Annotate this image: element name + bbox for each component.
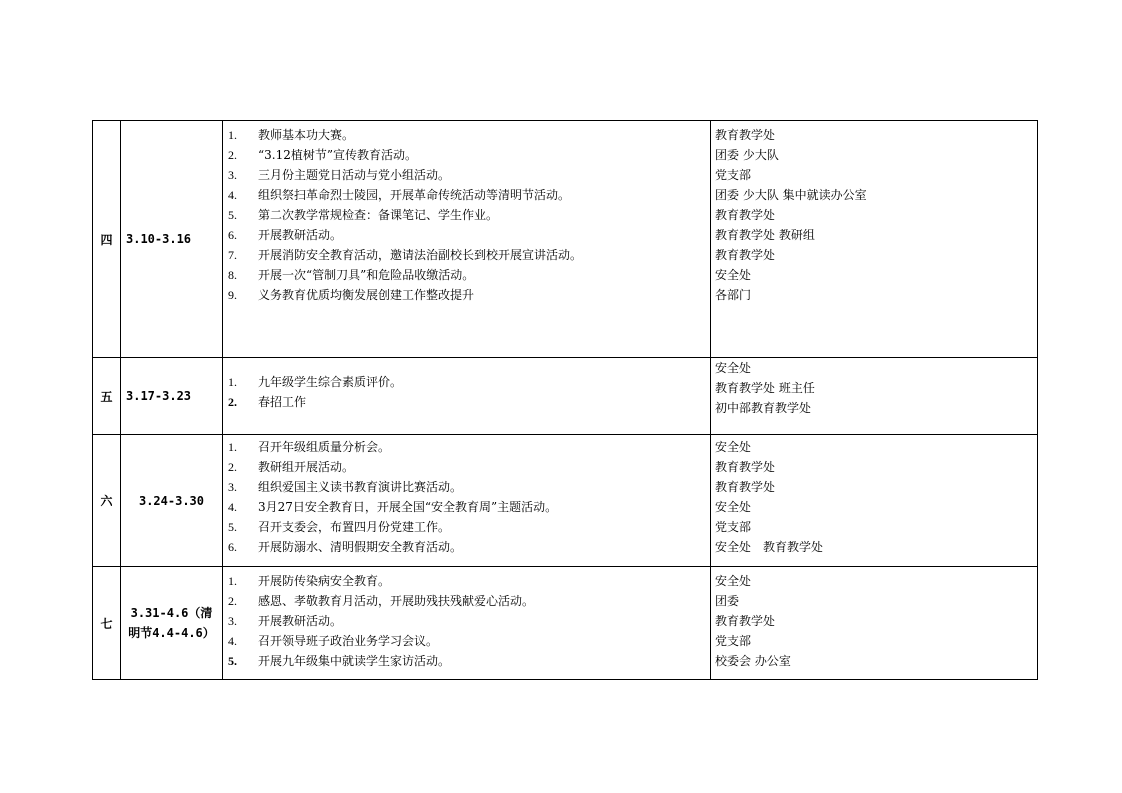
list-item (223, 571, 710, 591)
item-text: “3.12植树节”宣传教育活动。 (258, 148, 417, 162)
item-number: 5. (228, 520, 237, 534)
date-cell (121, 567, 223, 680)
owner-text: 安全处 (715, 268, 752, 282)
item-number: 2. (228, 395, 237, 409)
owner-text: 团委 (715, 594, 740, 608)
owner-text: 安全处 教育教学处 (715, 540, 824, 554)
item-number: 6. (228, 540, 237, 554)
schedule-table (92, 120, 1038, 680)
owner-text: 党支部 (715, 520, 752, 534)
list-item (223, 477, 710, 497)
list-item (223, 225, 710, 245)
owner-cell (711, 121, 1038, 358)
item-text: 召开领导班子政治业务学习会议。 (258, 634, 439, 648)
owner-text: 教育教学处 (715, 208, 776, 222)
list-item (223, 245, 710, 265)
item-number: 2. (228, 148, 237, 162)
owner-text: 安全处 (715, 500, 752, 514)
item-text: 春招工作 (258, 395, 307, 409)
list-item (223, 437, 710, 457)
date-cell: 3.24-3.30 (121, 435, 223, 567)
date-cell: 3.10-3.16 (121, 121, 223, 358)
item-number: 5. (228, 208, 237, 222)
week-cell: 七 (93, 567, 121, 680)
table-row (93, 358, 1038, 435)
item-text: 感恩、孝敬教育月活动，开展助残扶残献爱心活动。 (258, 594, 535, 608)
item-text: 召开年级组质量分析会。 (258, 440, 391, 454)
date-line: 3.31-4.6（清 (130, 606, 213, 620)
owner-text: 教育教学处 教研组 (715, 228, 815, 242)
owner-text: 教育教学处 (715, 460, 776, 474)
list-item (223, 517, 710, 537)
item-number: 1. (228, 128, 237, 142)
item-number: 3. (228, 480, 237, 494)
list-item (223, 205, 710, 225)
item-text: 开展九年级集中就读学生家访活动。 (258, 654, 451, 668)
item-number: 8. (228, 268, 237, 282)
list-item (223, 145, 710, 165)
item-number: 7. (228, 248, 237, 262)
item-number: 1. (228, 375, 237, 389)
activities-cell (223, 435, 711, 567)
item-number: 1. (228, 440, 237, 454)
item-text: 九年级学生综合素质评价。 (258, 375, 403, 389)
item-text: 召开支委会，布置四月份党建工作。 (258, 520, 451, 534)
item-number: 6. (228, 228, 237, 242)
activities-cell (223, 121, 711, 358)
date-line: 明节4.4-4.6） (128, 626, 215, 640)
owner-text: 安全处 (715, 361, 752, 375)
item-text: 组织爱国主义读书教育演讲比赛活动。 (258, 480, 463, 494)
owner-text: 教育教学处 (715, 480, 776, 494)
table-row (93, 435, 1038, 567)
owner-text: 校委会 办公室 (715, 654, 791, 668)
list-item (223, 651, 710, 671)
list-item (223, 631, 710, 651)
owner-cell (711, 567, 1038, 680)
item-number: 9. (228, 288, 237, 302)
owner-text: 教育教学处 (715, 248, 776, 262)
list-item (223, 392, 710, 412)
week-cell: 五 (93, 358, 121, 435)
table-row (93, 567, 1038, 680)
activities-cell (223, 567, 711, 680)
owner-text: 初中部教育教学处 (715, 401, 812, 415)
activities-cell (223, 358, 711, 435)
owner-cell (711, 358, 1038, 435)
owner-text: 安全处 (715, 574, 752, 588)
owner-text: 各部门 (715, 288, 752, 302)
list-item (223, 457, 710, 477)
owner-text: 教育教学处 (715, 614, 776, 628)
item-text: 开展一次“管制刀具”和危险品收缴活动。 (258, 268, 475, 282)
item-text: 组织祭扫革命烈士陵园，开展革命传统活动等清明节活动。 (258, 188, 571, 202)
owner-text: 党支部 (715, 634, 752, 648)
item-text: 开展防传染病安全教育。 (258, 574, 391, 588)
item-text: 三月份主题党日活动与党小组活动。 (258, 168, 451, 182)
item-number: 2. (228, 594, 237, 608)
item-text: 开展教研活动。 (258, 228, 343, 242)
date-cell: 3.17-3.23 (121, 358, 223, 435)
item-number: 4. (228, 188, 237, 202)
owner-text: 党支部 (715, 168, 752, 182)
owner-text: 安全处 (715, 440, 752, 454)
item-text: 第二次教学常规检查：备课笔记、学生作业。 (258, 208, 499, 222)
item-text: 教研组开展活动。 (258, 460, 355, 474)
owner-cell (711, 435, 1038, 567)
item-number: 3. (228, 168, 237, 182)
list-item (223, 497, 710, 517)
item-text: 3月27日安全教育日，开展全国“安全教育周”主题活动。 (258, 500, 558, 514)
item-text: 义务教育优质均衡发展创建工作整改提升 (258, 288, 475, 302)
list-item (223, 372, 710, 392)
item-text: 开展防溺水、清明假期安全教育活动。 (258, 540, 463, 554)
owner-text: 团委 少大队 集中就读办公室 (715, 188, 867, 202)
item-number: 4. (228, 500, 237, 514)
list-item (223, 611, 710, 631)
item-number: 5. (228, 654, 237, 668)
item-text: 开展教研活动。 (258, 614, 343, 628)
list-item (223, 537, 710, 557)
item-number: 2. (228, 460, 237, 474)
list-item (223, 125, 710, 145)
list-item (223, 185, 710, 205)
week-cell: 六 (93, 435, 121, 567)
table-row (93, 121, 1038, 358)
item-number: 4. (228, 634, 237, 648)
item-text: 教师基本功大赛。 (258, 128, 355, 142)
week-cell: 四 (93, 121, 121, 358)
list-item (223, 165, 710, 185)
owner-text: 团委 少大队 (715, 148, 779, 162)
item-number: 3. (228, 614, 237, 628)
owner-text: 教育教学处 班主任 (715, 381, 815, 395)
list-item (223, 265, 710, 285)
item-text: 开展消防安全教育活动，邀请法治副校长到校开展宣讲活动。 (258, 248, 583, 262)
owner-text: 教育教学处 (715, 128, 776, 142)
list-item (223, 285, 710, 305)
item-number: 1. (228, 574, 237, 588)
list-item (223, 591, 710, 611)
